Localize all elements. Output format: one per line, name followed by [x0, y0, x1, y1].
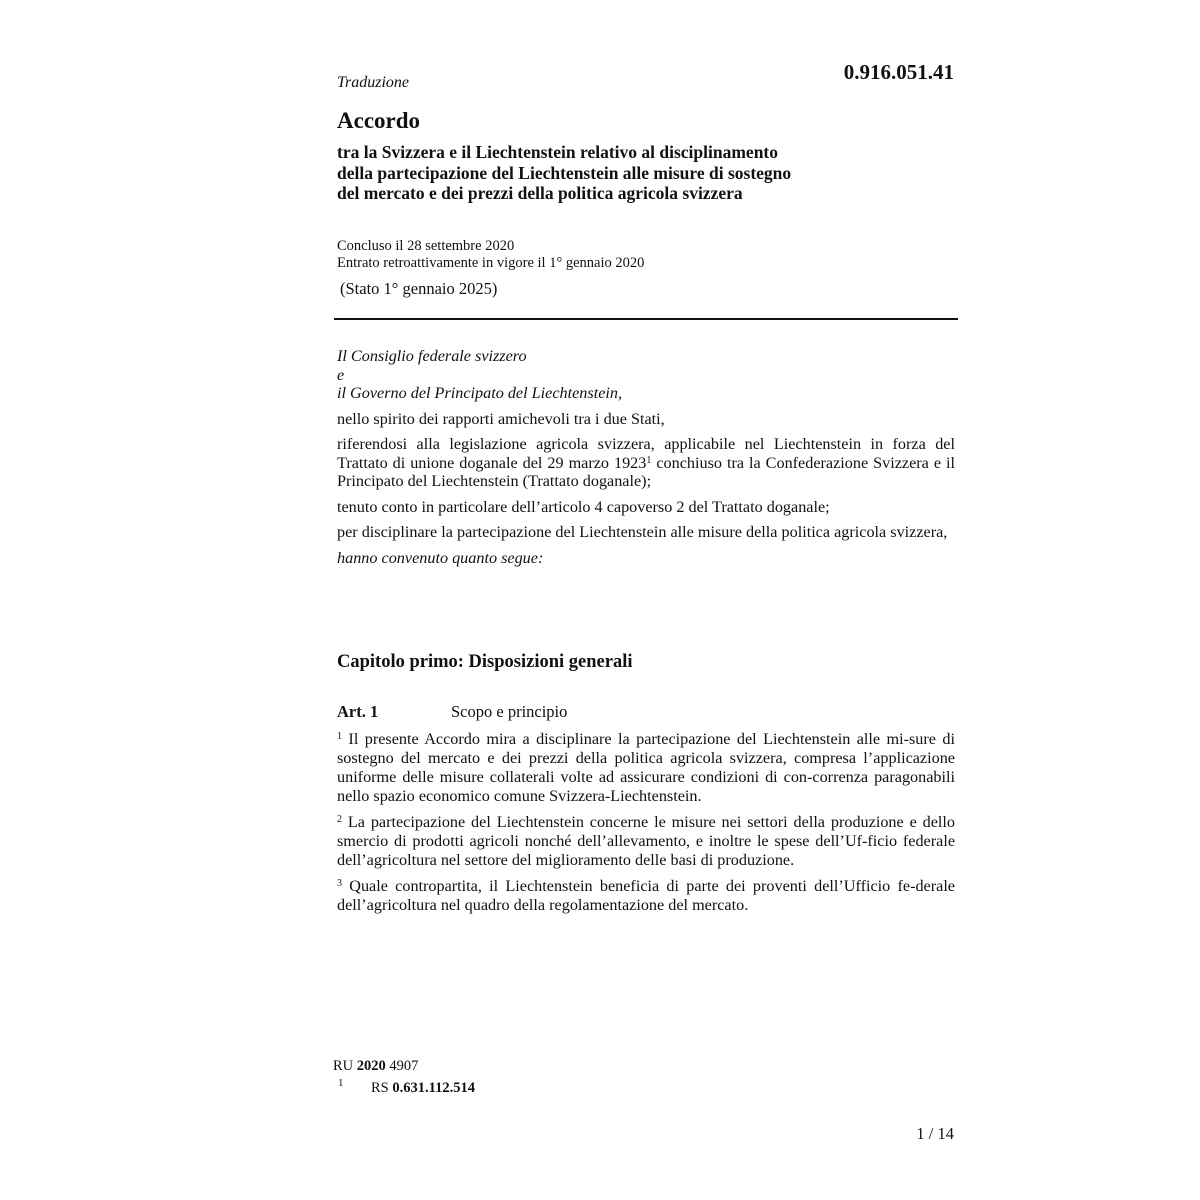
article-title: Scopo e principio: [451, 702, 568, 721]
paragraph-text: Quale contropartita, il Liechtenstein beneficia di parte dei proventi dell’Ufficio fe-derale dell’agricoltura nel quadro della regolamentazione del mercato.: [337, 877, 955, 914]
preamble-paragraph: [337, 435, 955, 491]
paragraph-number: 2: [337, 814, 342, 825]
in-force-date: Entrato retroattivamente in vigore il 1° gennaio 2020: [337, 255, 645, 271]
article-paragraph: [337, 730, 955, 806]
ru-prefix: RU: [333, 1058, 354, 1074]
preamble-closing: hanno convenuto quanto segue:: [337, 548, 544, 567]
article-body: [337, 730, 955, 922]
paragraph-text: La partecipazione del Liechtenstein concerne le misure nei settori della produzione e dello smercio di prodotti agricoli nonché dell’allevamento, e inoltre le spese dell’Uf-ficio federale dell’agricoltura nel settore del miglioramento delle basi di produzione.: [337, 813, 955, 869]
article-label: Art. 1: [337, 702, 379, 721]
concluded-date: Concluso il 28 settembre 2020: [337, 238, 515, 254]
preamble-paragraph: nello spirito dei rapporti amichevoli tra i due Stati,: [337, 409, 665, 428]
preamble-party-2: il Governo del Principato del Liechtenstein,: [337, 384, 623, 402]
subtitle-line: della partecipazione del Liechtenstein alle misure di sostegno: [337, 162, 792, 183]
preamble-party-1: Il Consiglio federale svizzero: [337, 347, 527, 365]
subtitle-line: del mercato e dei prezzi della politica agricola svizzera: [337, 183, 743, 203]
ru-page: 4907: [389, 1058, 419, 1074]
status-date: (Stato 1° gennaio 2025): [340, 279, 498, 298]
preamble-paragraph: per disciplinare la partecipazione del Liechtenstein alle misure della politica agricola svizzera,: [337, 523, 948, 541]
translation-label: Traduzione: [337, 74, 410, 91]
footnote-ref[interactable]: 1: [646, 454, 652, 466]
preamble-paragraph: tenuto conto in particolare dell’articolo 4 capoverso 2 del Trattato doganale;: [337, 497, 830, 516]
paragraph-number: 1: [337, 731, 342, 742]
footnote-link[interactable]: 0.631.112.514: [392, 1080, 475, 1096]
ru-reference: [333, 1058, 418, 1075]
paragraph-text: Il presente Accordo mira a disciplinare la partecipazione del Liechtenstein alle mi-sure di sostegno del mercato e dei prezzi della politica agricola svizzera, compresa l’applicazione uniforme delle misure collaterali volte ad assicurare condizioni di con-correnza paragonabili nello spazio economico comune Svizzera-Liechtenstein.: [337, 730, 955, 805]
header-divider: [334, 318, 958, 320]
paragraph-number: 3: [337, 878, 342, 889]
document-subtitle: [337, 142, 897, 204]
preamble-conjunction: e: [337, 365, 345, 384]
article-paragraph: [337, 813, 955, 870]
preamble-text: conchiuso tra la Confederazione Svizzera e il Principato del Liechtenstein (Trattato doganale);: [337, 453, 955, 490]
article-paragraph: [337, 877, 955, 915]
subtitle-line: tra la Svizzera e il Liechtenstein relativo al disciplinamento: [337, 142, 779, 162]
ru-year: 2020: [356, 1058, 386, 1074]
footnote-number: 1: [338, 1077, 344, 1089]
page-number: 1 / 14: [916, 1124, 954, 1143]
footnote-prefix: RS: [371, 1080, 389, 1096]
chapter-title: Capitolo primo: Disposizioni generali: [337, 652, 633, 672]
sr-number: 0.916.051.41: [843, 60, 954, 84]
preamble: [337, 347, 955, 567]
preamble-text: riferendosi alla legislazione agricola svizzera, applicabile nel Liechtenstein in forza del Trattato di unione doganale del 29 marzo 1923: [337, 435, 955, 472]
document-title: Accordo: [337, 108, 421, 133]
footnote-text: [371, 1080, 475, 1097]
